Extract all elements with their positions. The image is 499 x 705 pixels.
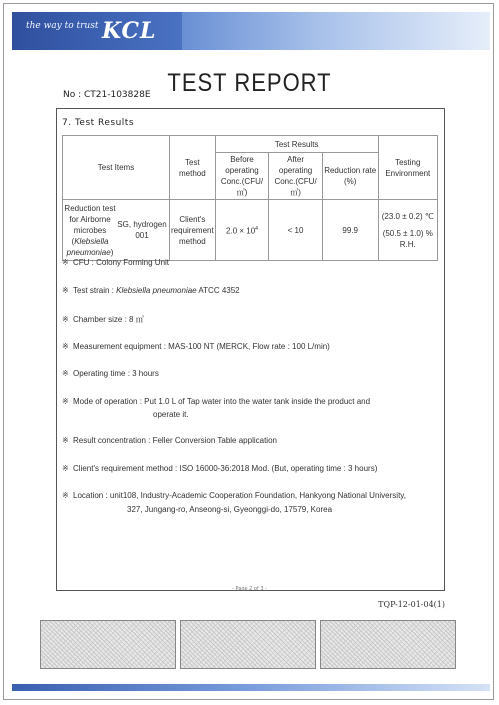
test-item-name: Reduction test for Airborne microbes (Klebsiella pneumoniae) bbox=[64, 203, 116, 257]
col-test-method: Test method bbox=[170, 136, 216, 200]
note-operating-time bbox=[62, 369, 159, 378]
note-text: Measurement equipment : MAS-100 NT (MERCK, Flow rate : 100 L/min) bbox=[73, 342, 330, 351]
note-mode bbox=[62, 397, 370, 406]
note-cfu bbox=[62, 258, 169, 267]
note-text: Location : unit108, Industry-Academic Cooperation Foundation, Hankyong National University, bbox=[73, 491, 406, 500]
note-text: operate it. bbox=[153, 410, 189, 419]
col-test-results: Test Results bbox=[215, 136, 378, 153]
header-slogan: the way to trust bbox=[26, 21, 99, 31]
kcl-logo: KCL bbox=[102, 18, 157, 44]
strain-name: Klebsiella pneumoniae bbox=[116, 286, 197, 295]
env-temperature: (23.0 ± 0.2) ℃ bbox=[381, 211, 434, 221]
before-value-exponent: 4 bbox=[255, 225, 258, 232]
test-item-organism: Klebsiella pneumoniae bbox=[66, 236, 111, 257]
note-strain bbox=[62, 286, 240, 295]
note-mark: ※ bbox=[62, 342, 69, 351]
test-sample-name: SG, hydrogen 001 bbox=[117, 220, 167, 240]
cell-reduction-value: 99.9 bbox=[322, 200, 378, 261]
note-mark: ※ bbox=[62, 315, 69, 324]
results-table bbox=[62, 135, 438, 261]
col-test-items: Test Items bbox=[63, 136, 170, 200]
note-mark: ※ bbox=[62, 436, 69, 445]
note-text: Mode of operation : Put 1.0 L of Tap water into the water tank inside the product and bbox=[73, 397, 371, 406]
note-equipment bbox=[62, 342, 330, 351]
env-humidity: (50.5 ± 1.0) % R.H. bbox=[382, 228, 433, 249]
cell-environment bbox=[378, 200, 437, 261]
note-location bbox=[62, 491, 406, 500]
cell-test-items bbox=[63, 200, 170, 261]
security-pattern-1 bbox=[40, 620, 176, 669]
note-mark: ※ bbox=[62, 464, 69, 473]
footer-band bbox=[12, 684, 490, 691]
note-mark: ※ bbox=[62, 369, 69, 378]
note-mark: ※ bbox=[62, 258, 69, 267]
report-title-text: TEST REPORT bbox=[167, 68, 332, 97]
note-mark: ※ bbox=[62, 286, 69, 295]
note-text: CFU : Colony Forming Unit bbox=[73, 258, 170, 267]
note-text: 327, Jungang-ro, Anseong-si, Gyeonggi-do, 17579, Korea bbox=[127, 505, 333, 514]
col-before-operating: Before operating Conc.(CFU/㎥) bbox=[215, 153, 269, 200]
cell-after-value: < 10 bbox=[269, 200, 323, 261]
report-number: No : CT21-103828E bbox=[63, 90, 151, 100]
strain-suffix: ATCC 4352 bbox=[196, 286, 240, 295]
cell-test-method: Client's requirement method bbox=[170, 200, 216, 261]
col-after-operating: After operating Conc.(CFU/㎥) bbox=[269, 153, 323, 200]
form-code: TQP-12-01-04(1) bbox=[378, 600, 445, 609]
page-number: - Page 2 of 3 - bbox=[232, 586, 267, 592]
note-mark: ※ bbox=[62, 397, 69, 406]
note-text: Result concentration : Feller Conversion Table application bbox=[73, 436, 277, 445]
col-testing-environment: Testing Environment bbox=[378, 136, 437, 200]
cell-before-value bbox=[215, 200, 269, 261]
note-text: Test strain : bbox=[73, 286, 117, 295]
note-result bbox=[62, 436, 277, 445]
note-chamber bbox=[62, 314, 144, 325]
note-text: Operating time : 3 hours bbox=[73, 369, 159, 378]
section-title: 7. Test Results bbox=[62, 118, 135, 128]
header-band bbox=[12, 12, 490, 50]
test-item-label: Reduction test for Airborne microbes bbox=[64, 203, 116, 235]
security-pattern-3 bbox=[320, 620, 456, 669]
table-row bbox=[63, 200, 438, 261]
col-reduction-rate: Reduction rate (%) bbox=[322, 153, 378, 200]
note-text: Chamber size : 8 ㎥ bbox=[73, 315, 144, 324]
report-title bbox=[0, 70, 499, 96]
note-mark: ※ bbox=[62, 491, 69, 500]
before-value-base: 2.0 × 10 bbox=[226, 226, 256, 236]
table-header-row bbox=[63, 136, 438, 153]
note-client-method bbox=[62, 464, 377, 473]
note-text: Client's requirement method : ISO 16000-36:2018 Mod. (But, operating time : 3 hours) bbox=[73, 464, 378, 473]
security-pattern-2 bbox=[180, 620, 316, 669]
